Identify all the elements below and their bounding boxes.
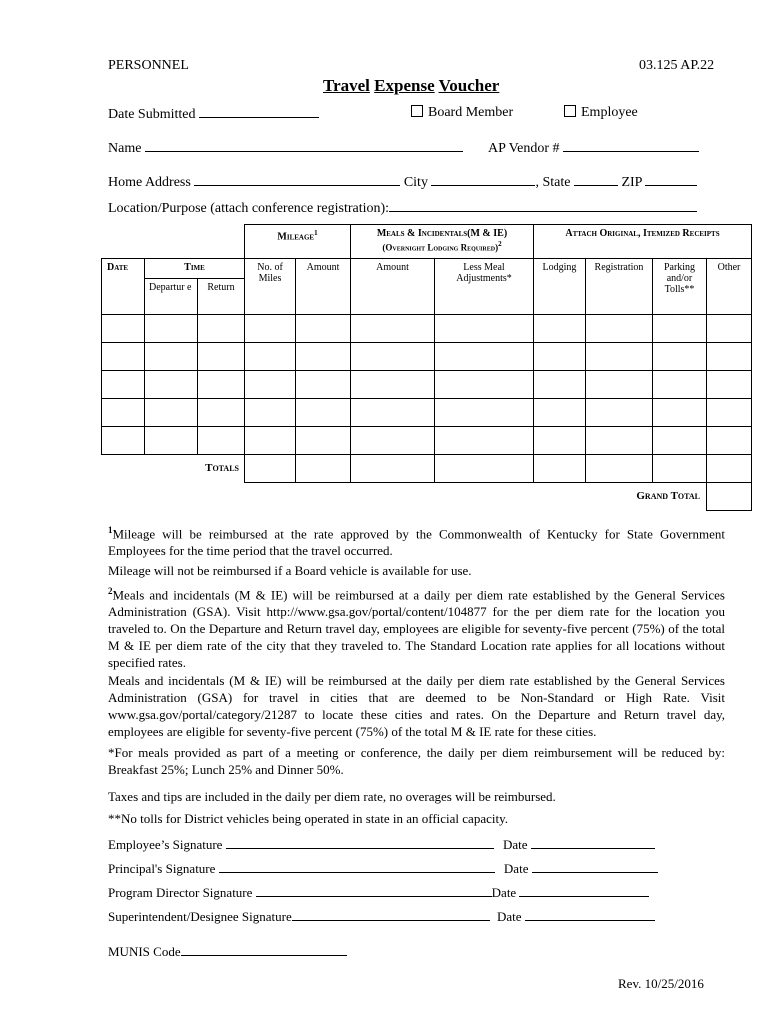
home-address-label: Home Address xyxy=(108,175,191,190)
mileage-note-text: Mileage will be reimbursed at the rate approved by the Commonwealth of Kentucky for State Government Employees for the time period that the travel occurred. xyxy=(108,526,725,559)
mileage-note xyxy=(108,522,725,559)
table-cell[interactable] xyxy=(534,343,586,371)
table-cell[interactable] xyxy=(198,343,245,371)
date-label: Date xyxy=(502,837,528,852)
total-cell[interactable] xyxy=(653,455,707,483)
table-cell[interactable] xyxy=(198,427,245,455)
total-cell[interactable] xyxy=(296,455,351,483)
state-line[interactable] xyxy=(574,173,618,186)
mileage-header xyxy=(245,225,351,259)
departure-column-header xyxy=(145,279,198,315)
superintendent-signature-row[interactable] xyxy=(108,908,655,925)
table-cell[interactable] xyxy=(435,427,534,455)
table-cell[interactable] xyxy=(145,343,198,371)
table-cell[interactable] xyxy=(245,399,296,427)
mileage-footnote-ref: 1 xyxy=(314,229,318,237)
table-cell[interactable] xyxy=(245,343,296,371)
table-cell[interactable] xyxy=(534,371,586,399)
table-cell[interactable] xyxy=(586,399,653,427)
return-column-header xyxy=(198,279,245,315)
grand-total-label xyxy=(102,483,707,511)
table-cell[interactable] xyxy=(707,371,752,399)
table-cell[interactable] xyxy=(534,427,586,455)
page-title xyxy=(323,76,499,96)
name-field[interactable] xyxy=(108,139,463,157)
table-cell[interactable] xyxy=(245,427,296,455)
table-cell[interactable] xyxy=(351,343,435,371)
table-cell[interactable] xyxy=(145,427,198,455)
table-row[interactable] xyxy=(102,399,752,427)
zip-label: ZIP xyxy=(621,175,642,190)
date-label: Date xyxy=(497,909,522,924)
meals-header-text: Meals & Incidentals(M & IE) xyxy=(376,228,508,239)
table-cell[interactable] xyxy=(145,371,198,399)
registration-text: Registration xyxy=(594,262,644,273)
ap-vendor-line[interactable] xyxy=(563,139,699,152)
total-cell[interactable] xyxy=(435,455,534,483)
signature-label: Employee’s Signature xyxy=(108,837,223,852)
table-cell[interactable] xyxy=(351,371,435,399)
meals-subheader: (Overnight Lodging Required) xyxy=(382,242,499,253)
less-meal-column-header xyxy=(435,259,534,315)
title-word: Voucher xyxy=(438,76,500,95)
section-label: PERSONNEL xyxy=(108,58,189,73)
table-cell[interactable] xyxy=(707,427,752,455)
table-cell[interactable] xyxy=(245,315,296,343)
less-meal-text: Less Meal Adjustments* xyxy=(456,262,512,284)
signature-line[interactable] xyxy=(219,860,495,873)
table-cell[interactable] xyxy=(435,315,534,343)
signature-label: Program Director Signature xyxy=(108,885,253,900)
table-row[interactable] xyxy=(102,343,752,371)
location-purpose-line[interactable] xyxy=(389,199,697,212)
totals-row xyxy=(102,455,752,483)
high-rate-note: Meals and incidentals (M & IE) will be reimbursed at the daily per diem rate established by the General Services Administration (GSA) for travel in cities that are deemed to be Non-Standard or High Rate. Visit www.gsa.gov/portal/category/21287 to locate these cities and rates. On the Departure and Return travel day, employees are eligible for seventy-five percent (75%) of the total M & IE rate for these cities. xyxy=(108,673,725,739)
board-vehicle-note: Mileage will not be reimbursed if a Board vehicle is available for use. xyxy=(108,563,472,578)
signature-label: Principal's Signature xyxy=(108,861,216,876)
table-cell[interactable] xyxy=(435,399,534,427)
policy-number: 03.125 AP.22 xyxy=(639,58,715,73)
meals-note-text: Meals and incidentals (M & IE) will be reimbursed at a daily per diem rate established by the General Services Administration (GSA). Visit http://www.gsa.gov/portal/content/104877 for the per diem rate for the location you traveled to. On the Departure and Return travel day, employees are eligible for seventy-five percent (75%) of the total M & IE per diem rate of the city that they traveled to. The Standard Location rate applies for all locations without specified rates. xyxy=(108,587,725,671)
table-cell[interactable] xyxy=(296,427,351,455)
table-cell[interactable] xyxy=(586,427,653,455)
table-cell[interactable] xyxy=(296,315,351,343)
employee-signature-row[interactable] xyxy=(108,836,655,853)
meals-amount-column-header xyxy=(351,259,435,315)
grand-total-cell[interactable] xyxy=(707,483,752,511)
title-word: Expense xyxy=(374,76,435,95)
date-line[interactable] xyxy=(531,836,655,849)
date-submitted-label: Date Submitted xyxy=(108,107,196,122)
no-miles-text: No. of Miles xyxy=(257,262,283,284)
taxes-tips-note: Taxes and tips are included in the daily per diem rate, no overages will be reimbursed. xyxy=(108,789,556,804)
signature-label: Superintendent/Designee Signature xyxy=(108,909,292,924)
table-cell[interactable] xyxy=(534,399,586,427)
program-director-signature-row[interactable] xyxy=(108,884,649,901)
state-label: , State xyxy=(535,175,571,190)
signature-line[interactable] xyxy=(226,836,494,849)
lodging-text: Lodging xyxy=(542,262,577,273)
registration-column-header xyxy=(586,259,653,315)
table-cell[interactable] xyxy=(296,371,351,399)
receipts-header-text: Attach Original, Itemized Receipts xyxy=(565,228,720,239)
table-cell[interactable] xyxy=(198,399,245,427)
other-column-header xyxy=(707,259,752,315)
other-text: Other xyxy=(717,262,741,273)
board-member-label: Board Member xyxy=(428,105,514,120)
no-miles-column-header xyxy=(245,259,296,315)
receipts-header xyxy=(534,225,752,259)
footnote-ref: 2 xyxy=(108,586,113,596)
total-cell[interactable] xyxy=(586,455,653,483)
date-header-text: Date xyxy=(107,262,129,273)
mileage-header-text: Mileage xyxy=(277,231,315,243)
total-cell[interactable] xyxy=(707,455,752,483)
table-cell[interactable] xyxy=(586,343,653,371)
blank-header xyxy=(102,225,245,259)
ap-vendor-field[interactable] xyxy=(488,139,699,157)
date-line[interactable] xyxy=(532,860,658,873)
amount-text: Amount xyxy=(306,262,340,273)
table-row[interactable] xyxy=(102,315,752,343)
table-cell[interactable] xyxy=(653,427,707,455)
table-cell[interactable] xyxy=(707,343,752,371)
total-cell[interactable] xyxy=(245,455,296,483)
lodging-column-header xyxy=(534,259,586,315)
zip-line[interactable] xyxy=(645,173,697,186)
table-cell[interactable] xyxy=(351,399,435,427)
expense-table xyxy=(101,224,752,511)
ap-vendor-label: AP Vendor # xyxy=(488,141,560,156)
table-cell[interactable] xyxy=(198,371,245,399)
city-label: City xyxy=(403,175,428,190)
parking-text: Parking and/or Tolls** xyxy=(663,262,696,295)
name-label: Name xyxy=(108,141,142,156)
date-submitted-field[interactable] xyxy=(108,105,319,123)
grand-total-text: Grand Total xyxy=(636,490,700,503)
date-line[interactable] xyxy=(525,908,655,921)
totals-label xyxy=(102,455,245,483)
table-row[interactable] xyxy=(102,371,752,399)
table-cell[interactable] xyxy=(296,399,351,427)
location-purpose-field[interactable] xyxy=(108,199,697,217)
table-cell[interactable] xyxy=(586,371,653,399)
date-label: Date xyxy=(491,885,517,900)
table-cell[interactable] xyxy=(296,343,351,371)
name-line[interactable] xyxy=(145,139,463,152)
home-address-line[interactable] xyxy=(194,173,400,186)
table-cell[interactable] xyxy=(198,315,245,343)
signature-line[interactable] xyxy=(256,884,492,897)
table-cell[interactable] xyxy=(435,371,534,399)
table-cell[interactable] xyxy=(707,315,752,343)
return-text: Return xyxy=(207,282,235,293)
table-cell[interactable] xyxy=(102,427,145,455)
table-row[interactable] xyxy=(102,427,752,455)
date-label: Date xyxy=(503,861,529,876)
grand-total-row xyxy=(102,483,752,511)
table-cell[interactable] xyxy=(102,399,145,427)
employee-checkbox[interactable] xyxy=(564,105,576,117)
meals-footnote-ref: 2 xyxy=(498,240,502,248)
table-cell[interactable] xyxy=(145,399,198,427)
table-cell[interactable] xyxy=(586,315,653,343)
table-cell[interactable] xyxy=(435,343,534,371)
table-cell[interactable] xyxy=(102,371,145,399)
meals-note xyxy=(108,583,725,671)
parking-column-header xyxy=(653,259,707,315)
table-cell[interactable] xyxy=(534,315,586,343)
meals-header xyxy=(351,225,534,259)
signature-line[interactable] xyxy=(292,908,490,921)
location-purpose-label: Location/Purpose (attach conference registration): xyxy=(108,201,390,216)
table-cell[interactable] xyxy=(145,315,198,343)
revision-date: Rev. 10/25/2016 xyxy=(618,976,704,991)
employee-option[interactable] xyxy=(564,105,638,121)
mileage-amount-column-header xyxy=(296,259,351,315)
table-cell[interactable] xyxy=(102,343,145,371)
table-cell[interactable] xyxy=(245,371,296,399)
date-line[interactable] xyxy=(519,884,649,897)
board-member-checkbox[interactable] xyxy=(411,105,423,117)
city-line[interactable] xyxy=(431,173,535,186)
title-word: Travel xyxy=(323,76,370,95)
time-column-header xyxy=(145,259,245,279)
amount-text: Amount xyxy=(376,262,409,273)
total-cell[interactable] xyxy=(351,455,435,483)
totals-text: Totals xyxy=(205,462,239,475)
table-cell[interactable] xyxy=(351,427,435,455)
board-member-option[interactable] xyxy=(411,105,513,121)
tolls-note: **No tolls for District vehicles being operated in state in an official capacity. xyxy=(108,811,508,826)
table-cell[interactable] xyxy=(707,399,752,427)
table-cell[interactable] xyxy=(653,371,707,399)
meal-reduction-note: *For meals provided as part of a meeting or conference, the daily per diem reimbursement will be reduced by: Breakfast 25%; Lunch 25% and Dinner 50%. xyxy=(108,745,725,777)
date-column-header xyxy=(102,259,145,315)
footnote-ref: 1 xyxy=(108,525,113,535)
principal-signature-row[interactable] xyxy=(108,860,658,877)
departure-text: Departur e xyxy=(149,282,192,293)
table-cell[interactable] xyxy=(102,315,145,343)
munis-code-field[interactable] xyxy=(108,943,347,960)
table-cell[interactable] xyxy=(351,315,435,343)
employee-label: Employee xyxy=(581,105,638,120)
time-header-text: Time xyxy=(184,262,205,273)
munis-code-label: MUNIS Code xyxy=(108,944,181,959)
table-cell[interactable] xyxy=(653,343,707,371)
date-submitted-line[interactable] xyxy=(199,105,319,118)
munis-code-line[interactable] xyxy=(181,943,347,956)
address-row xyxy=(108,173,697,191)
total-cell[interactable] xyxy=(534,455,586,483)
table-cell[interactable] xyxy=(653,399,707,427)
table-cell[interactable] xyxy=(653,315,707,343)
